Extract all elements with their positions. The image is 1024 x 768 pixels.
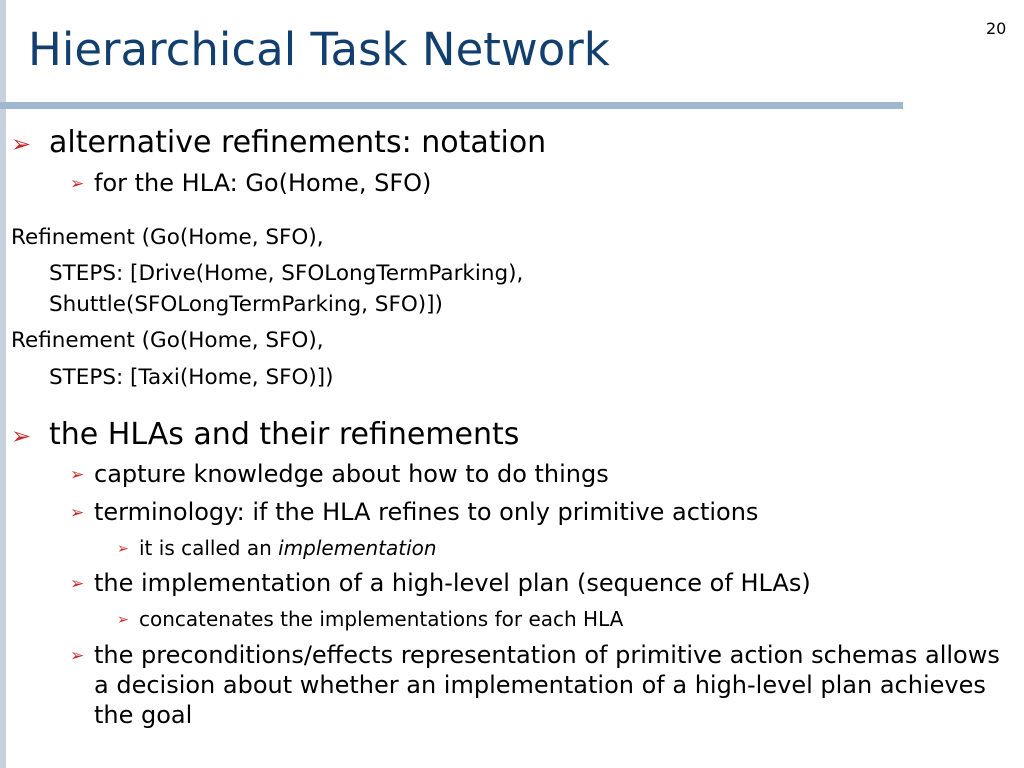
bullet-text: terminology: if the HLA refines to only primitive actions <box>94 498 759 526</box>
bullet-text: the preconditions/effects representation of primitive action schemas allows a decision about whether an implementation of a high-level plan achieves the goal <box>94 641 1000 729</box>
bullet-level2 <box>70 568 811 598</box>
arrowhead-bullet-icon: ➢ <box>70 174 85 194</box>
arrowhead-bullet-icon: ➢ <box>70 465 85 485</box>
bullet-level1 <box>11 416 520 454</box>
emphasized-term: implementation <box>278 536 437 560</box>
bullet-level2 <box>70 497 759 527</box>
bullet-level2 <box>70 168 432 198</box>
refinement-line: Refinement (Go(Home, SFO), <box>11 225 324 250</box>
refinement-line: STEPS: [Taxi(Home, SFO)]) <box>49 365 334 390</box>
bullet-level2 <box>70 459 609 489</box>
bullet-text: the implementation of a high-level plan (sequence of HLAs) <box>94 569 811 597</box>
arrowhead-bullet-icon: ➢ <box>70 503 85 523</box>
arrowhead-bullet-icon: ➢ <box>11 422 32 450</box>
title-underline <box>0 102 903 109</box>
arrowhead-bullet-icon: ➢ <box>70 646 85 666</box>
bullet-text: the HLAs and their refinements <box>49 417 520 452</box>
refinement-line: Refinement (Go(Home, SFO), <box>11 328 324 353</box>
arrowhead-bullet-icon: ➢ <box>11 130 32 158</box>
bullet-text: for the HLA: Go(Home, SFO) <box>94 169 432 197</box>
bullet-text: alternative refinements: notation <box>49 125 547 160</box>
bullet-level1 <box>11 124 547 162</box>
page-number: 20 <box>986 19 1007 38</box>
arrowhead-bullet-icon: ➢ <box>70 574 85 594</box>
bullet-level3 <box>117 606 624 632</box>
bullet-text: capture knowledge about how to do things <box>94 460 609 488</box>
bullet-level3 <box>117 535 437 561</box>
refinement-line: STEPS: [Drive(Home, SFOLongTermParking), <box>49 261 524 286</box>
arrowhead-bullet-icon: ➢ <box>117 541 129 557</box>
bullet-text: concatenates the implementations for each HLA <box>139 607 624 631</box>
slide-title: Hierarchical Task Network <box>28 23 610 76</box>
bullet-text: it is called an <box>139 536 279 560</box>
left-accent-bar <box>0 0 6 768</box>
bullet-level2 <box>70 640 1009 730</box>
refinement-line: Shuttle(SFOLongTermParking, SFO)]) <box>49 292 443 317</box>
arrowhead-bullet-icon: ➢ <box>117 612 129 628</box>
